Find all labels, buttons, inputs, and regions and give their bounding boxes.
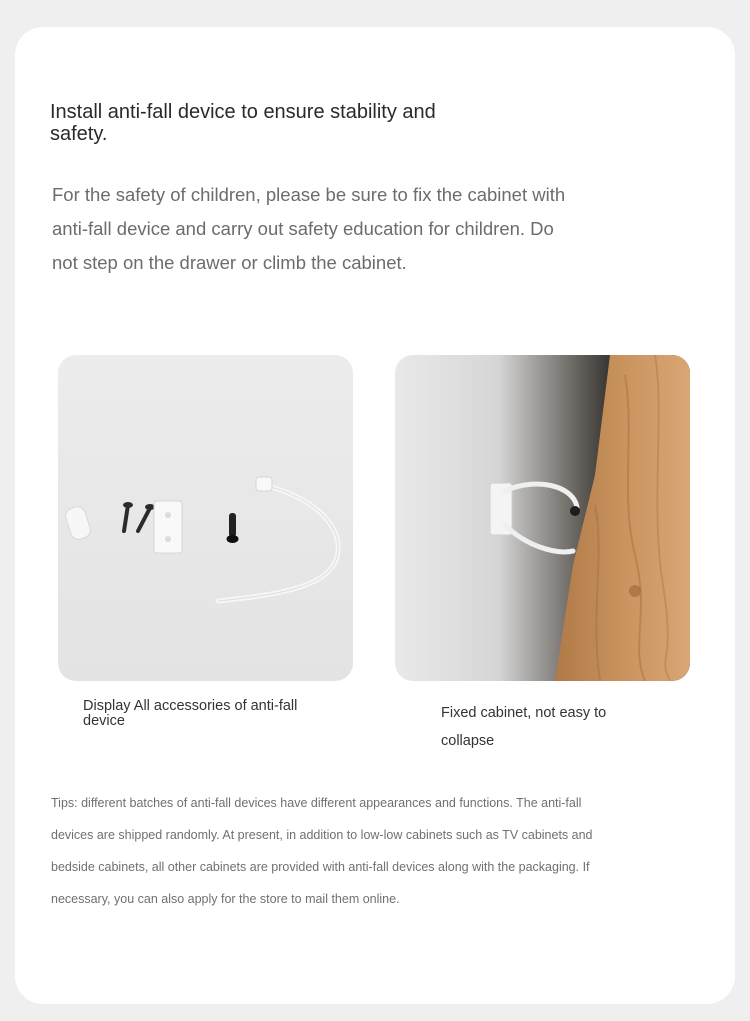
- tips-text: Tips: different batches of anti-fall devices have different appearances and functions. The anti-fall devices are shipped randomly. At present, in addition to low-low cabinets such as TV cabinets and bedside cabinets, all other cabinets are provided with anti-fall devices along with the packaging. If necessary, you can also apply for the store to mail them online.: [51, 796, 593, 906]
- fixed-cabinet-photo: [395, 355, 690, 681]
- accessories-caption: Display All accessories of anti-fall device: [83, 698, 298, 729]
- page-heading: Install anti-fall device to ensure stability and safety.: [50, 101, 436, 145]
- safety-intro-text: For the safety of children, please be sure to fix the cabinet with anti-fall device and carry out safety education for children. Do not step on the drawer or climb the cabinet.: [52, 184, 566, 273]
- fixed-cabinet-caption: Fixed cabinet, not easy to collapse: [441, 705, 607, 749]
- bracket-plate-icon: [154, 501, 182, 553]
- accessories-photo: [58, 355, 353, 681]
